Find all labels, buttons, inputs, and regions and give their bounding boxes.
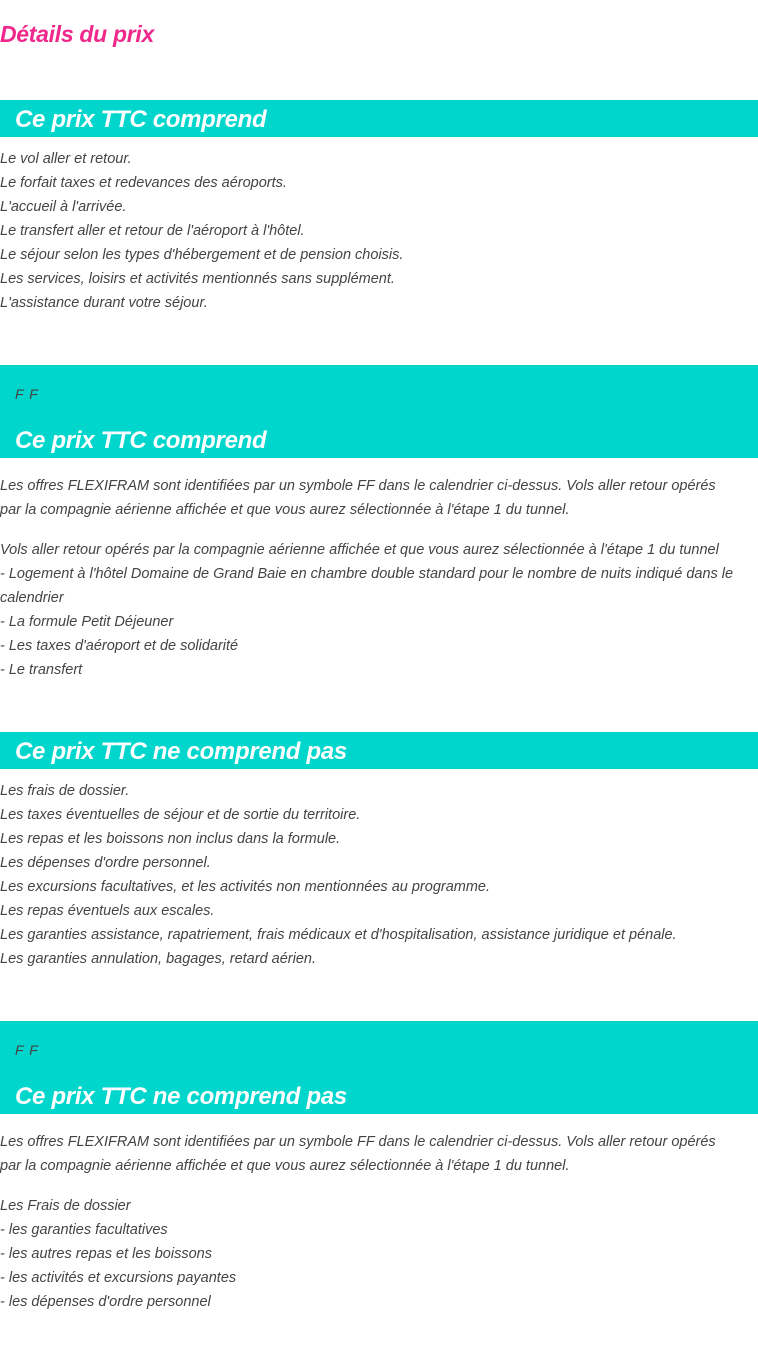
list-item: - Les taxes d'aéroport et de solidarité [0, 638, 239, 654]
list-item: - les autres repas et les boissons [0, 1246, 212, 1262]
excludes-list [0, 779, 740, 971]
list-item: L'assistance durant votre séjour. [0, 295, 208, 311]
flexifram-includes-list [0, 538, 740, 682]
list-item: Le vol aller et retour. [0, 151, 132, 167]
section-header-excludes [0, 732, 758, 769]
section-header-flexifram-excludes [0, 1021, 758, 1114]
section-header-includes [0, 100, 758, 137]
flexifram-excludes-list [0, 1194, 740, 1314]
list-item: Les frais de dossier. [0, 783, 130, 799]
list-item: - La formule Petit Déjeuner [0, 614, 174, 630]
list-item: - Le transfert [0, 662, 83, 678]
list-item: Les Frais de dossier [0, 1198, 131, 1214]
list-item: Les taxes éventuelles de séjour et de sortie du territoire. [0, 807, 361, 823]
list-item: Le forfait taxes et redevances des aéroports. [0, 175, 287, 191]
list-item: - les garanties facultatives [0, 1222, 168, 1238]
flexifram-includes-text [0, 474, 740, 522]
list-item: Les services, loisirs et activités mentionnés sans supplément. [0, 271, 395, 287]
list-item: - Logement à l'hôtel Domaine de Grand Baie en chambre double standard pour le nombre de nuits indiqué dans le calendrier [0, 566, 734, 606]
section-title: Ce prix TTC ne comprend pas [15, 738, 347, 765]
list-item: - les activités et excursions payantes [0, 1270, 237, 1286]
list-item: Les excursions facultatives, et les activités non mentionnées au programme. [0, 879, 491, 895]
section-header-flexifram-includes [0, 365, 758, 458]
list-item: Le transfert aller et retour de l'aéroport à l'hôtel. [0, 223, 305, 239]
list-item: Les repas éventuels aux escales. [0, 903, 215, 919]
ff-badge: F F [15, 386, 39, 402]
list-item: L'accueil à l'arrivée. [0, 199, 127, 215]
list-item: Vols aller retour opérés par la compagnie aérienne affichée et que vous aurez sélectionnée à l'étape 1 du tunnel [0, 542, 719, 558]
includes-list [0, 147, 740, 315]
page-title: Détails du prix [0, 21, 154, 47]
flexifram-excludes-text [0, 1130, 740, 1178]
list-item: Les repas et les boissons non inclus dans la formule. [0, 831, 341, 847]
section-title: Ce prix TTC comprend [15, 427, 267, 454]
section-title: Ce prix TTC ne comprend pas [15, 1083, 347, 1110]
flexifram-intro: Les offres FLEXIFRAM sont identifiées par un symbole FF dans le calendrier ci-dessus. Vols aller retour opérés par la compagnie aérienne affichée et que vous aurez sélectionnée à l'étape 1 du tunnel. [0, 478, 716, 518]
flexifram-intro: Les offres FLEXIFRAM sont identifiées par un symbole FF dans le calendrier ci-dessus. Vols aller retour opérés par la compagnie aérienne affichée et que vous aurez sélectionnée à l'étape 1 du tunnel. [0, 1134, 716, 1174]
list-item: Le séjour selon les types d'hébergement et de pension choisis. [0, 247, 404, 263]
list-item: - les dépenses d'ordre personnel [0, 1294, 211, 1310]
list-item: Les garanties annulation, bagages, retard aérien. [0, 951, 316, 967]
ff-badge: F F [15, 1042, 39, 1058]
list-item: Les garanties assistance, rapatriement, frais médicaux et d'hospitalisation, assistance juridique et pénale. [0, 927, 677, 943]
section-title: Ce prix TTC comprend [15, 106, 267, 133]
list-item: Les dépenses d'ordre personnel. [0, 855, 211, 871]
